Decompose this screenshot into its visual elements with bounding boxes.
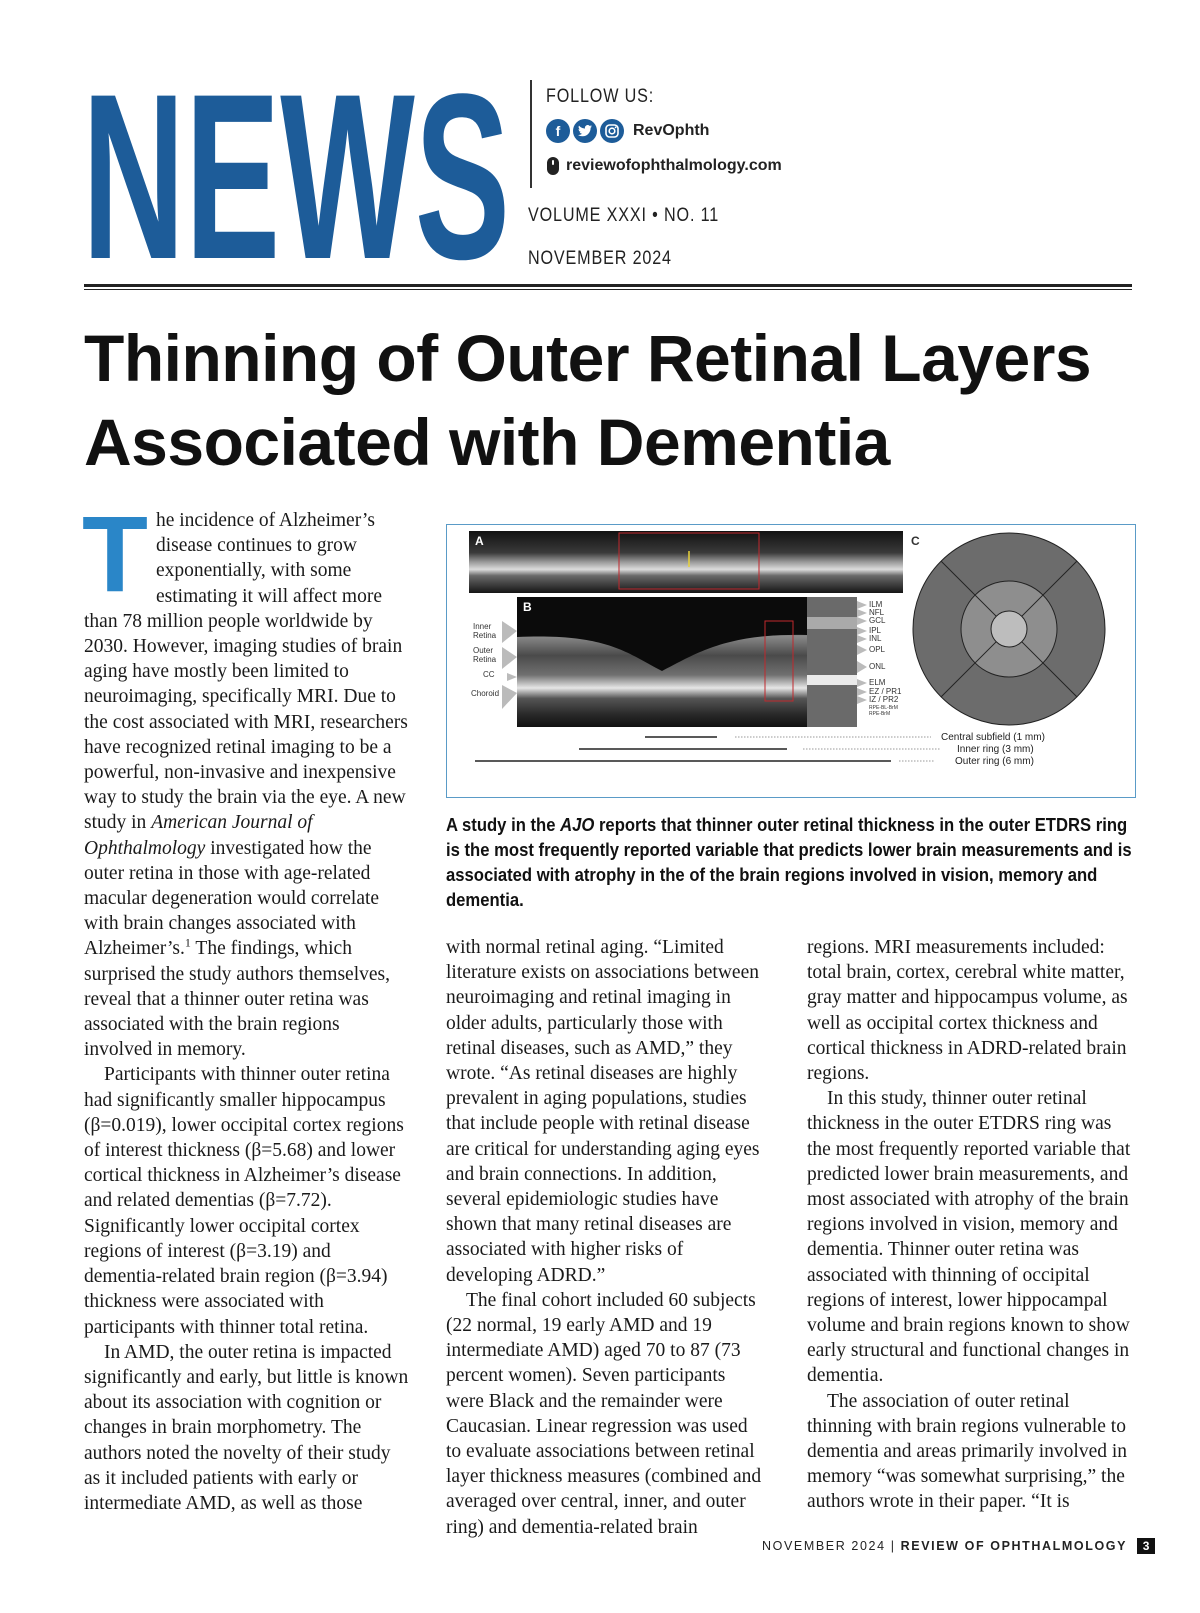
figure-caption — [446, 812, 1135, 912]
facebook-icon[interactable]: f — [546, 119, 570, 143]
region-label: Outer — [473, 646, 494, 655]
panel-label-b: B — [523, 600, 532, 614]
masthead-divider — [530, 80, 532, 188]
footer-date: NOVEMBER 2024 — [762, 1539, 886, 1553]
layer-label: GCL — [869, 616, 886, 625]
caption-text: reports that thinner outer retinal thickness in the outer ETDRS ring is the most frequently reported variable that predicts lower brain measurements and is associated with atrophy in the of the brain regions involved in vision, memory and dementia. — [446, 814, 1132, 910]
region-label: CC — [483, 670, 495, 679]
social-handle[interactable]: RevOphth — [633, 122, 710, 139]
layer-label: ELM — [869, 678, 886, 687]
oct-figure-graphic — [447, 525, 1135, 797]
issue-date: NOVEMBER 2024 — [528, 248, 672, 269]
instagram-icon[interactable] — [600, 119, 624, 143]
drop-cap: T — [82, 493, 148, 614]
layer-label: RPE-BrM — [869, 711, 891, 717]
paragraph-text: he incidence of Alzheimer’s disease continues to grow exponentially, with some estimating it will affect more than 78 million people worldwide by 2030. However, imaging studies of brain aging have mostly been limited to neuroimaging, specifically MRI. Due to the cost associated with MRI, researchers have recognized retinal imaging to be a powerful, non-invasive and inexpensive way to study the brain via the eye. A new study in — [84, 510, 408, 834]
journal-name: American Journal of Ophthalmology — [84, 812, 313, 859]
layer-label: IZ / PR2 — [869, 695, 899, 704]
reference-marker: 1 — [184, 935, 191, 950]
social-links — [546, 118, 709, 144]
paragraph: The association of outer retinal thinning with brain regions vulnerable to dementia and areas primarily involved in memory “was somewhat surprising,” the authors wrote in their paper. “It is — [807, 1390, 1128, 1513]
footer-separator: | — [890, 1539, 896, 1553]
headline-line-1: Thinning of Outer Retinal Layers — [84, 321, 1092, 395]
retinal-layer-labels — [869, 600, 902, 717]
page-footer — [762, 1538, 1155, 1554]
mouse-icon — [546, 156, 560, 176]
layer-label: EZ / PR1 — [869, 687, 902, 696]
panel-label-c: C — [911, 534, 920, 548]
follow-label: FOLLOW US: — [546, 86, 655, 107]
masthead-rule-thin — [84, 289, 1132, 290]
layer-label: NFL — [869, 608, 885, 617]
retina-region-labels — [471, 622, 499, 698]
twitter-icon[interactable] — [573, 119, 597, 143]
paragraph: regions. MRI measurements included: total brain, cortex, cerebral white matter, gray matter and hippocampus volume, as well as occipital cortex thickness and cortical thickness in ADRD-related brain regions. — [807, 937, 1128, 1085]
legend-item: Outer ring (6 mm) — [955, 756, 1034, 767]
etdrs-grid — [913, 533, 1105, 725]
oct-scan-a — [469, 531, 903, 593]
layer-label: ILM — [869, 600, 883, 609]
legend-item: Inner ring (3 mm) — [957, 744, 1034, 755]
paragraph: Participants with thinner outer retina had significantly smaller hippocampus (β=0.019), lower occipital cortex regions of interest thickness (β=5.68) and lower cortical thickness in Alzheimer’s disease and related dementias (β=7.72). Significantly lower occipital cortex regions of interest (β=3.19) and dementia-related brain region (β=3.94) thickness were associated with participants with thinner total retina. — [84, 1064, 404, 1338]
website-link[interactable] — [546, 156, 782, 176]
layer-label: ONL — [869, 662, 886, 671]
caption-text: A study in the — [446, 814, 561, 835]
paragraph: In this study, thinner outer retinal thickness in the outer ETDRS ring was the most frequently reported variable that predicted lower brain measurements, and most associated with atrophy of the brain regions involved in vision, memory and dementia. Thinner outer retina was associated with thinning of occipital regions of interest, lower hippocampal volume and brain regions known to show early structural and functional changes in dementia. — [807, 1088, 1131, 1387]
paragraph: The final cohort included 60 subjects (22 normal, 19 early AMD and 19 intermediate AMD) aged 70 to 87 (73 percent women). Seven participants were Black and the remainder were Caucasian. Linear regression was used to evaluate associations between retinal layer thickness measures (combined and averaged over central, inner, and outer ring) and dementia-related brain — [446, 1289, 762, 1538]
paragraph: In AMD, the outer retina is impacted significantly and early, but little is known about its association with cognition or changes in brain morphometry. The authors noted the novelty of their study as it included patients with early or intermediate AMD, as well as those — [84, 1341, 409, 1514]
news-logo-text: NEWS — [82, 58, 510, 268]
volume-issue: VOLUME XXXI • NO. 11 — [528, 205, 720, 226]
article-headline — [84, 316, 1144, 484]
paragraph-text: investigated how the outer retina in those with age-related macular degeneration would correlate with brain changes associated with Alzheimer’s. — [84, 837, 380, 960]
page-number: 3 — [1137, 1538, 1155, 1554]
caption-journal: AJO — [560, 814, 595, 835]
layer-label: IPL — [869, 626, 882, 635]
footer-publication: REVIEW OF OPHTHALMOLOGY — [900, 1539, 1128, 1553]
layer-label: OPL — [869, 645, 886, 654]
region-label: Choroid — [471, 689, 500, 698]
region-label: Inner — [473, 622, 492, 631]
article-column-1 — [82, 493, 410, 1516]
headline-line-2: Associated with Dementia — [84, 405, 890, 479]
layer-label: INL — [869, 634, 882, 643]
paragraph: with normal retinal aging. “Limited literature exists on associations between neuroimaging and retinal imaging in older adults, particularly those with retinal diseases, such as AMD,” they wrote. “As retinal diseases are highly prevalent in aging populations, studies that include people with retinal disease are critical for understanding aging eyes and brain connections. In addition, several epidemiologic studies have shown that many retinal diseases are associated with higher risks of developing ADRD.” — [446, 937, 760, 1286]
panel-label-a: A — [475, 534, 484, 548]
legend-item: Central subfield (1 mm) — [941, 732, 1045, 743]
website-url[interactable]: reviewofophthalmology.com — [566, 157, 782, 174]
region-label: Retina — [473, 631, 497, 640]
scale-legend — [941, 732, 1045, 767]
article-column-3 — [807, 935, 1135, 1515]
masthead-rule — [84, 284, 1132, 287]
paragraph — [82, 493, 410, 1062]
article-column-2 — [446, 935, 766, 1540]
news-logo — [82, 58, 512, 268]
paragraph-text: The findings, which surprised the study authors themselves, reveal that a thinner outer retina was associated with the brain regions involved in memory. — [84, 938, 390, 1061]
region-label: Retina — [473, 655, 497, 664]
oct-figure — [446, 524, 1136, 798]
layer-label: RPE-BL-BrM — [869, 705, 898, 711]
